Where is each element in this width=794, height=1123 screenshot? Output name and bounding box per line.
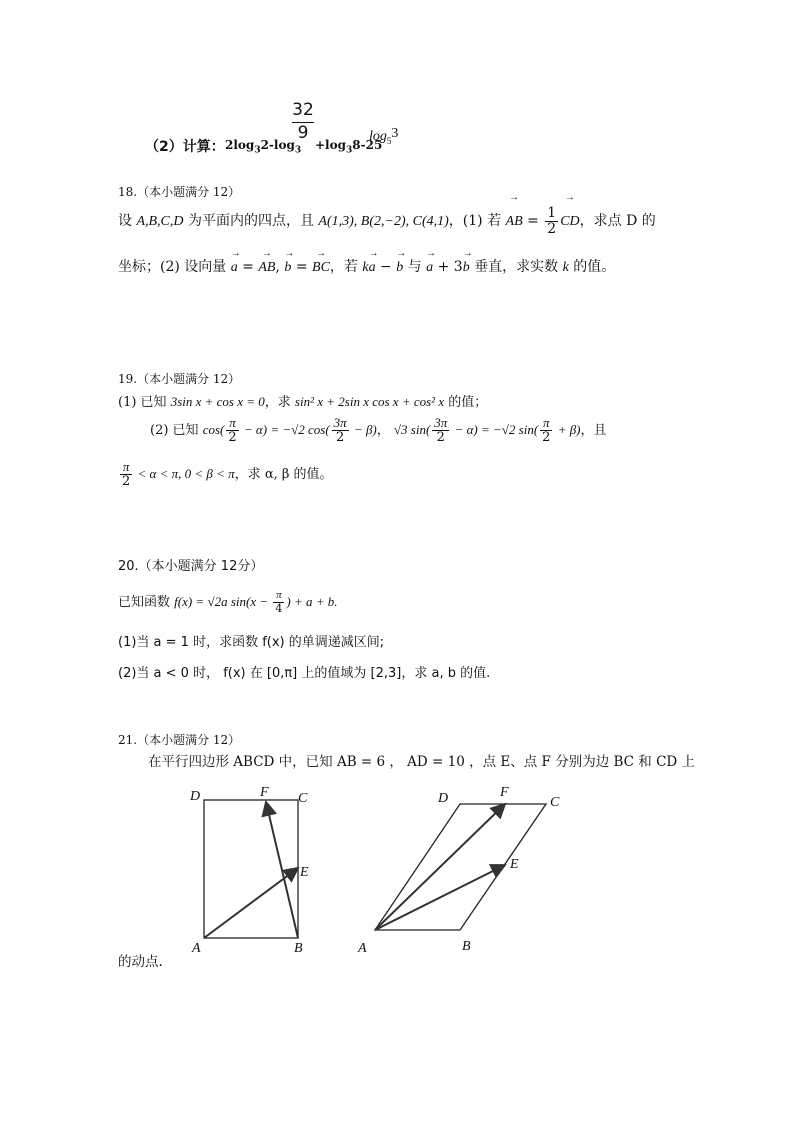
fraction-numerator: 32 (292, 100, 314, 120)
q18-line-2: 坐标；(2) 设向量 → a = → AB, → b = → BC，若 k→ a − → b 与 → a + 3→ b 垂直，求实数 k 的值。 (118, 256, 615, 276)
label-C: C (550, 795, 560, 810)
q19-line-1: (1) 已知 3sin x + cos x = 0，求 sin² x + 2sin x cos x + cos² x 的值； (118, 394, 488, 410)
calc-term-1: $2\log_32-\log_3$ (225, 138, 302, 156)
calc-term-2: $+\log_38-25$ (315, 138, 383, 156)
rectangle-ABCD (204, 800, 298, 938)
label-D: D (190, 789, 201, 804)
fraction-half: $\frac{1}{2}$ (547, 204, 557, 237)
label-E: E (510, 857, 519, 872)
q20-heading: 20.（本小题满分 12分） (118, 559, 264, 574)
label-F: F (260, 785, 269, 800)
q20-line-2: (1)当 a = 1 时，求函数 f(x) 的单调递减区间; (118, 635, 385, 650)
vector-AE (375, 865, 505, 930)
vector-BF (266, 802, 298, 938)
figure-rectangle (180, 780, 330, 960)
vector-AB: → AB (506, 204, 523, 240)
label-D: D (438, 791, 449, 806)
q20-line-1: 已知函数 f(x) = √2a sin(x − $\frac{\pi}{4}$ ) + a + b. (118, 589, 338, 615)
calc-exponent: $\log_53$ (369, 126, 399, 146)
label-B: B (462, 939, 471, 954)
q20-line-3: (2)当 a < 0 时， f(x) 在 [0,π] 上的值域为 [2,3]，求 a, b 的值. (118, 666, 491, 681)
vector-CD: → CD (560, 204, 579, 240)
calc-label: （2）计算： (145, 139, 225, 155)
label-A: A (358, 941, 367, 956)
q21-line-1: 在平行四边形 ABCD 中，已知 AB = 6 ， AD = 10 ，点 E、点 F 分别为边 BC 和 CD 上 (148, 754, 696, 770)
label-C: C (298, 791, 308, 806)
q19-line-3: $\frac{\pi}{2}$ < α < π, 0 < β < π，求 α, β 的值。 (122, 459, 333, 489)
q19-heading: 19.（本小题满分 12） (118, 372, 241, 386)
label-A: A (192, 941, 201, 956)
q19-line-2: (2) 已知 cos( $\frac{\pi}{2}$ − α) = −√2 cos( $\frac{3\pi}{2}$ − β)， √3 sin( $\frac{3\pi}{2}$ − α) = −√2 sin( $\frac{\pi}{2}$ + β)，且 (150, 415, 607, 445)
calc-fraction (292, 100, 314, 143)
q21-line-2: 的动点. (118, 954, 163, 970)
label-E: E (300, 865, 309, 880)
vector-AF (375, 804, 505, 930)
figure-parallelogram (350, 780, 580, 960)
q18-line-1: 设 A,B,C,D 为平面内的四点，且 A(1,3), B(2,−2), C(4,1)，(1) 若 → AB = $\frac{1}{2}$ → CD，求点 D 的 (118, 203, 656, 243)
fraction-denominator: 9 (292, 122, 314, 143)
label-F: F (500, 785, 509, 800)
q21-heading: 21.（本小题满分 12） (118, 733, 241, 747)
label-B: B (294, 941, 303, 956)
q18-heading: 18.（本小题满分 12） (118, 185, 241, 199)
parallelogram-ABCD (375, 804, 546, 930)
